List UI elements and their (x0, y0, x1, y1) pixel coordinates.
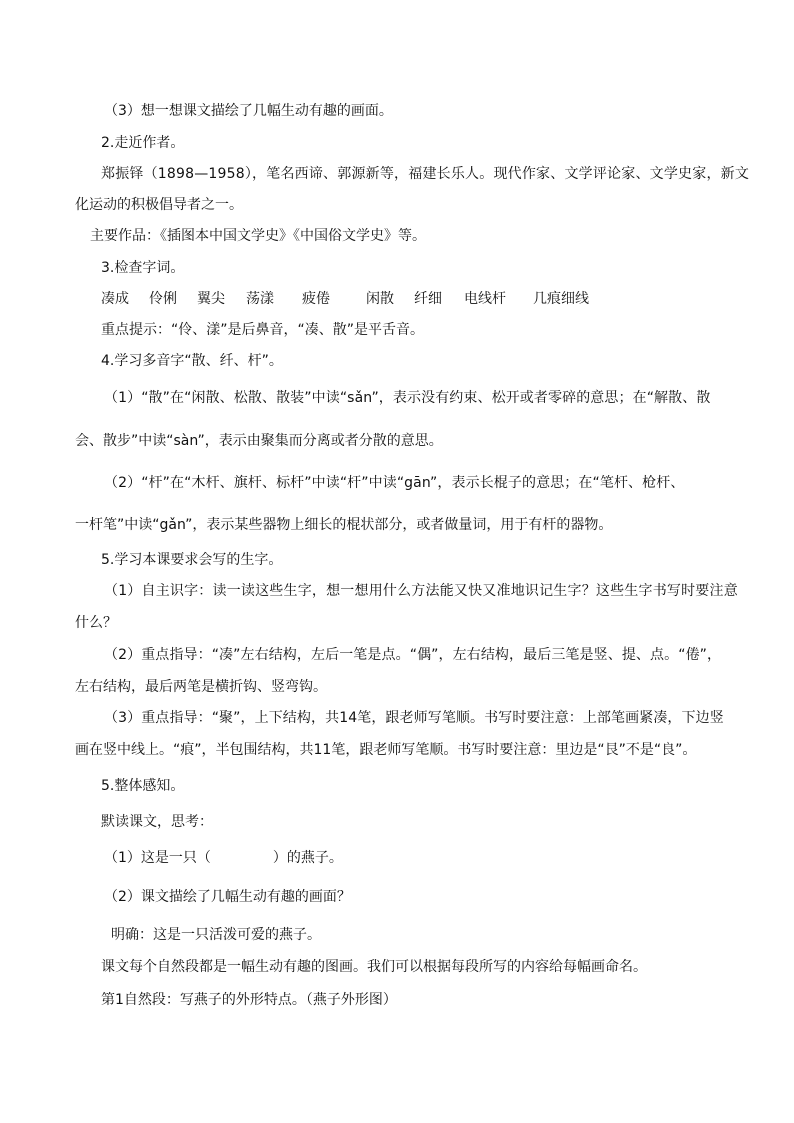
vocab-word: 闲散 (366, 291, 394, 307)
vocab-word: 疲倦 (302, 291, 330, 307)
pronunciation-tip: 重点提示：“伶、漾”是后鼻音，“凑、散”是平舌音。 (101, 322, 425, 338)
question-1-line (104, 848, 343, 868)
vocab-word: 伶俐 (149, 291, 177, 307)
section-heading-words: 3.检查字词。 (101, 260, 185, 276)
characters-step-3-line-2: 画在竖中线上。“痕”，半包围结构，共11笔，跟老师写笔顺。书写时要注意：里边是“艮”不是“良”。 (75, 742, 697, 758)
paragraph-1-summary: 第1自然段：写燕子的外形特点。（燕子外形图） (101, 992, 397, 1008)
characters-step-3-line-1: （3）重点指导：“聚”，上下结构，共14笔，跟老师写笔顺。书写时要注意：上部笔画紧凑，下边竖 (104, 710, 724, 726)
answer-line: 明确：这是一只活泼可爱的燕子。 (111, 927, 321, 943)
characters-step-2-line-1: （2）重点指导：“凑”左右结构，左后一笔是点。“偶”，左右结构，最后三笔是竖、提、点。“倦”， (104, 647, 722, 663)
section-heading-polyphones: 4.学习多音字“散、纤、杆”。 (101, 353, 283, 369)
characters-step-1-line-2: 什么？ (75, 615, 117, 631)
author-works-line: 主要作品：《插图本中国文学史》《中国俗文学史》等。 (90, 228, 426, 244)
vocab-word: 电线杆 (464, 291, 506, 307)
question-2-line: （2）课文描绘了几幅生动有趣的画面？ (104, 889, 351, 905)
vocab-word: 荡漾 (246, 291, 274, 307)
polyphone-gan-line-1: （2）“杆”在“木杆、旗杆、标杆”中读“杆”中读“gān”，表示长棍子的意思；在“笔杆、枪杆、 (104, 475, 685, 491)
vocab-word: 几痕细线 (533, 291, 589, 307)
paragraph-note: 课文每个自然段都是一幅生动有趣的图画。我们可以根据每段所写的内容给每幅画命名。 (101, 959, 647, 975)
polyphone-san-line-2: 会、散步”中读“sàn”，表示由聚集而分离或者分散的意思。 (75, 433, 443, 449)
section-heading-overview: 5.整体感知。 (101, 778, 185, 794)
author-bio-line-1: 郑振铎（1898—1958），笔名西谛、郭源新等，福建长乐人。现代作家、文学评论家、文学史家，新文 (101, 166, 750, 182)
question-1-suffix: ）的燕子。 (272, 850, 343, 866)
question-1-prefix: （1）这是一只（ (104, 850, 211, 866)
vocab-word: 凑成 (101, 291, 129, 307)
author-bio-line-2: 化运动的积极倡导者之一。 (75, 197, 243, 213)
characters-step-1-line-1: （1）自主识字：读一读这些生字，想一想用什么方法能又快又准地识记生字？这些生字书写时要注意 (104, 583, 738, 599)
question-3-line: （3）想一想课文描绘了几幅生动有趣的画面。 (104, 103, 393, 119)
polyphone-san-line-1: （1）“散”在“闲散、松散、散装”中读“sǎn”，表示没有约束、松开或者零碎的意思；在“解散、散 (104, 390, 711, 406)
characters-step-2-line-2: 左右结构，最后两笔是横折钩、竖弯钩。 (75, 679, 327, 695)
vocab-word: 纤细 (414, 291, 442, 307)
vocab-word: 翼尖 (197, 291, 225, 307)
polyphone-gan-line-2: 一杆笔”中读“gǎn”，表示某些器物上细长的棍状部分，或者做量词，用于有杆的器物。 (75, 517, 613, 533)
section-heading-characters: 5.学习本课要求会写的生字。 (101, 552, 283, 568)
reading-instruction: 默读课文，思考： (101, 814, 213, 830)
section-heading-author: 2.走近作者。 (101, 135, 185, 151)
